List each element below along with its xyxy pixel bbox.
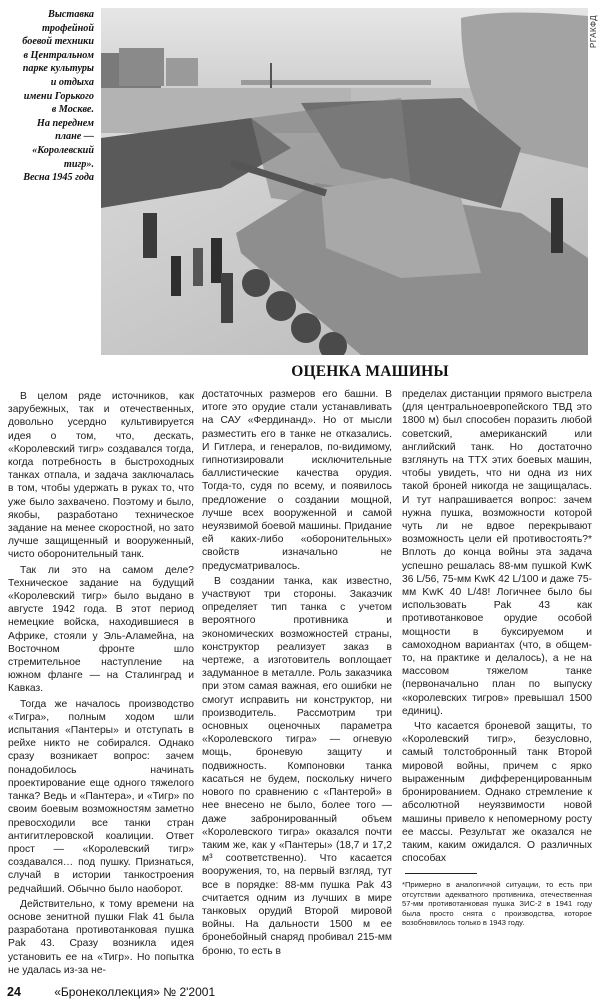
publication-issue: «Бронеколлекция» № 2'2001 — [54, 985, 216, 999]
caption-line: На переднем — [36, 117, 94, 129]
paragraph: достаточных размеров его башни. В итоге это орудие стали устанавливать на САУ «Фердинанд». Но от мысли разместить его в танке не отказались. И Гитлера, и генералов, по-видимому, гипнотизировали исключительные баллистические качества орудия. Тогда-то, судя по всему, и появилось предложение о создании мощной, лучше всех вооруженной и самой неуязвимой боевой машины. Придание ей каких-либо «оборонительных» свойств изначально не предусматривалось. — [202, 389, 392, 572]
page-number: 24 — [7, 985, 21, 999]
person — [221, 273, 233, 323]
photo-caption — [6, 8, 94, 185]
paragraph: Действительно, к тому времени на основе зенитной пушки Flak 41 была разработана противотанковая пушка Pak 43. Сразу возникла идея установить ее на «Тигр». Но попытка не удалась из-за не- — [8, 898, 194, 976]
footnote: *Примерно в аналогичной ситуации, то есть при отсутствии адекватного противника, отечественная 57-мм противотанковая пушка ЗИС-2 в 1941 году была просто снята с производства, которое возобновилось только в 1943 году. — [402, 880, 592, 928]
paragraph: В целом ряде источников, как зарубежных, так и отечественных, довольно усердно культивируется идея о том, что, дескать, «Королевский тигр» создавался тогда, когда потребность в быстроходных танках отпала, и задача заключалась в том, чтобы удержать в руках то, что уже было захвачено. Поэтому и было, якобы, разработано техническое задание на менее скоростной, но зато лучше защищенный и вооруженный, чисто оборонительный танк. — [8, 391, 194, 561]
article-column-1 — [8, 390, 194, 977]
caption-line: плане — — [55, 131, 94, 143]
caption-line: и отдыха — [50, 76, 94, 88]
caption-line: в Москве. — [51, 104, 94, 116]
person — [193, 248, 203, 286]
road-wheel — [242, 269, 270, 297]
person — [143, 213, 157, 258]
caption-line: Весна 1945 года — [23, 172, 94, 184]
tank-exhibition-photo — [101, 8, 588, 355]
bridge — [241, 80, 431, 85]
building — [119, 48, 164, 86]
road-wheel — [291, 313, 321, 343]
paragraph: Тогда же началось производство «Тигра», полным ходом шли испытания «Пантеры» и отступать в рейхе никто не собирался. Однако сразу возникает вопрос: зачем понадобилось начинать проектирование еще одного тяжелого танка? Ведь и «Пантера», и «Тигр» по своим боевым возможностям заметно превосходили все танки стран антигитлеровской коалиции. Ответ прост — «Королевский тигр» создавался… под пушку. Признаться, случай в истории танкостроения редчайший. Обычно было наоборот. — [8, 698, 194, 895]
road-wheel — [266, 291, 296, 321]
caption-line: трофейной — [41, 22, 94, 34]
caption-line: тигр». — [63, 158, 94, 170]
caption-line: имени Горького — [23, 90, 94, 102]
photo-credit: РГАКФД — [589, 14, 598, 48]
section-title: ОЦЕНКА МАШИНЫ — [291, 363, 449, 380]
person — [211, 238, 222, 283]
caption-line: парке культуры — [22, 63, 94, 75]
building — [166, 58, 198, 86]
paragraph: Что касается броневой защиты, то «Королевский тигр», безусловно, самый толстобронный танк Второй мировой войны, причем с ярко выраженным дифференцированным бронированием. Однако стремление к абсолютной неуязвимости новой машины привело к непомерному росту ее массы. Результат же оказался не таким, каким ожидался. О различных способах — [402, 721, 592, 865]
caption-line: в Центральном — [23, 49, 94, 61]
paragraph: Так ли это на самом деле? Техническое задание на будущий «Королевский тигр» было выдано в августе 1942 года. В этот период немецкие войска, находившиеся в Африке, стояли у Эль-Аламейна, на Восточном фронте шло стремительное наступление на южном фланге — на Сталинград и Кавказ. — [8, 564, 194, 695]
article-column-2 — [202, 388, 392, 958]
caption-line: боевой техники — [22, 36, 94, 48]
paragraph: пределах дистанции прямого выстрела (для центральноевропейского ТВД это 1800 м) был способен поразить любой советский, американский или английский танк. Но достаточно взглянуть на ТТХ этих боевых машин, чтобы увидеть, что ни одна из них такой броней никогда не защищалась. И тут напрашивается вопрос: зачем нужна пушка, возможности которой чуть ли не вдвое перекрывают возможность цели ей противостоять?* Вплоть до конца войны эта задача успешно решалась 88-мм пушкой KwK 36 L/56, 75-мм KwK 42 L/100 и даже 75-мм KwK 40 L/48! Логичнее было бы использовать Pak 43 как противотанковое орудие особой мощности в буксируемом и самоходном вариантах (что, в общем-то, на практике и делалось), а не на массовом тяжелом танке (первоначально план по выпуску «королевских тигров» превышал 1500 единиц). — [402, 389, 592, 717]
caption-line: «Королевский — [32, 144, 94, 156]
paragraph: В создании танка, как известно, участвуют три стороны. Заказчик определяет тип танка с учетом вероятного противника и экономических возможностей страны, конструктор реализует заказ в чертеже, а изготовитель воплощает задуманное в металле. Роль заказчика при этом самая важная, его ошибки не смогут исправить ни конструктор, ни производитель. Рассмотрим три основных оценочных параметра «Королевского тигра» — огневую мощь, броневую защиту и подвижность. Компоновки танка касаться не будем, поскольку ничего нового по сравнению с «Пантерой» в нее внесено не было, более того — даже забронированный объем «Королевского тигра» оказался почти таким же, как у «Пантеры» (18,7 и 17,2 м³ соответственно). Что касается вооружения, то, на первый взгляд, тут все в порядке: 88-мм пушка Pak 43 считается одним из лучших в мире танковых орудий Второй мировой войны. На дальности 1500 м ее бронебойный снаряд пробивал 215-мм броню, то есть в — [202, 575, 392, 957]
caption-line: Выставка — [48, 9, 94, 20]
footnote-divider — [405, 873, 477, 874]
person — [171, 256, 181, 296]
person — [551, 198, 563, 253]
article-column-3 — [402, 388, 592, 865]
photo-illustration — [101, 8, 588, 355]
page-footer — [7, 985, 215, 1000]
